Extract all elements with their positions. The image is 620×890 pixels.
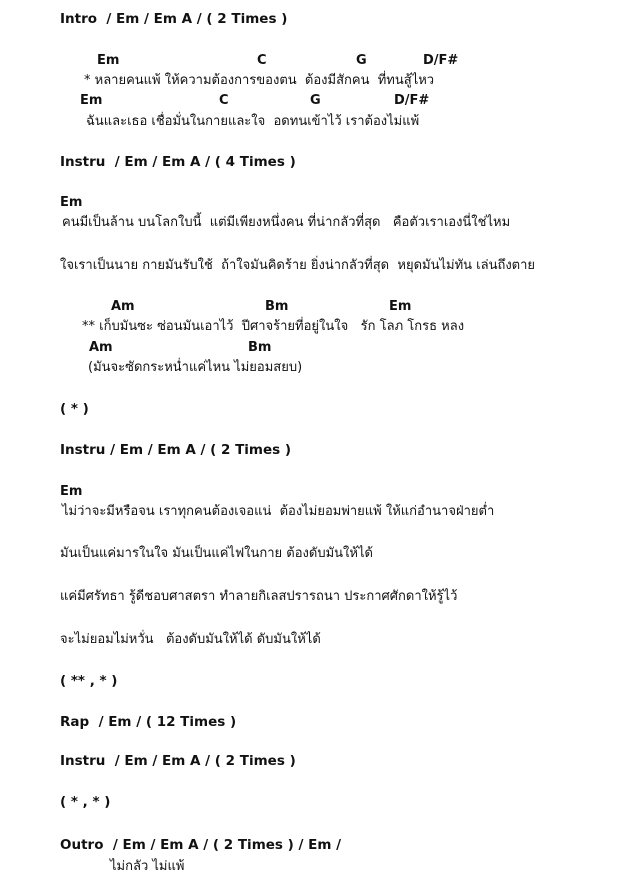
chord: Em xyxy=(60,195,83,210)
chord: D/F# xyxy=(394,93,430,108)
rap-line: Rap / Em / ( 12 Times ) xyxy=(60,714,237,730)
chord: Am xyxy=(89,340,113,355)
chord: Em xyxy=(60,484,83,499)
chord: G xyxy=(356,53,367,68)
lyric-line: มันเป็นแค่มารในใจ มันเป็นแค่ไฟในกาย ต้องดับมันให้ได้ xyxy=(60,546,373,561)
repeat-marker: ( ** , * ) xyxy=(60,673,118,689)
chord: Am xyxy=(111,299,135,314)
lyric-line: แค่มีศรัทธา รู้ดีชอบศาสตรา ทำลายกิเลสปรารถนา ประกาศศักดาให้รู้ไว้ xyxy=(60,589,458,604)
chord: C xyxy=(257,53,267,68)
chord: C xyxy=(219,93,229,108)
outro-line: Outro / Em / Em A / ( 2 Times ) / Em / xyxy=(60,837,342,853)
repeat-marker: ( * , * ) xyxy=(60,794,111,810)
instru-line: Instru / Em / Em A / ( 2 Times ) xyxy=(60,753,296,769)
chord: Em xyxy=(389,299,412,314)
lyric-line: ** เก็บมันซะ ซ่อนมันเอาไว้ ปีศาจร้ายที่อยู่ในใจ รัก โลภ โกรธ หลง xyxy=(82,319,465,334)
instru-line: Instru / Em / Em A / ( 2 Times ) xyxy=(60,442,292,458)
intro-line: Intro / Em / Em A / ( 2 Times ) xyxy=(60,11,288,27)
lyric-line: (มันจะซัดกระหน่ำแค่ไหน ไม่ยอมสยบ) xyxy=(88,360,303,375)
lyric-line: ใจเราเป็นนาย กายมันรับใช้ ถ้าใจมันคิดร้าย ยิ่งน่ากลัวที่สุด หยุดมันไม่ทัน เล่นถึงตาย xyxy=(60,258,536,273)
chord: G xyxy=(310,93,321,108)
chord: Bm xyxy=(248,340,272,355)
lyric-line: ไม่ว่าจะมีหรือจน เราทุกคนต้องเจอแน่ ต้องไม่ยอมพ่ายแพ้ ให้แก่อำนาจฝ่ายต่ำ xyxy=(62,504,495,519)
chord: Em xyxy=(97,53,120,68)
repeat-marker: ( * ) xyxy=(60,401,89,417)
chord: D/F# xyxy=(423,53,459,68)
lyric-line: ไม่กลัว ไม่แพ้ xyxy=(110,859,185,874)
lyric-line: คนมีเป็นล้าน บนโลกใบนี้ แต่มีเพียงหนึ่งคน ที่น่ากลัวที่สุด คือตัวเราเองนี่ใช่ไหม xyxy=(62,215,511,230)
lyric-line: * หลายคนแพ้ ให้ความต้องการของตน ต้องมีสักคน ที่ทนสู้ไหว xyxy=(84,73,435,88)
chord: Em xyxy=(80,93,103,108)
lyric-line: ฉันและเธอ เชื่อมั่นในกายและใจ อดทนเข้าไว้ เราต้องไม่แพ้ xyxy=(86,114,420,129)
lyric-line: จะไม่ยอมไม่หวั่น ต้องดับมันให้ได้ ดับมันให้ได้ xyxy=(60,632,321,647)
instru-line: Instru / Em / Em A / ( 4 Times ) xyxy=(60,154,296,170)
chord: Bm xyxy=(265,299,289,314)
